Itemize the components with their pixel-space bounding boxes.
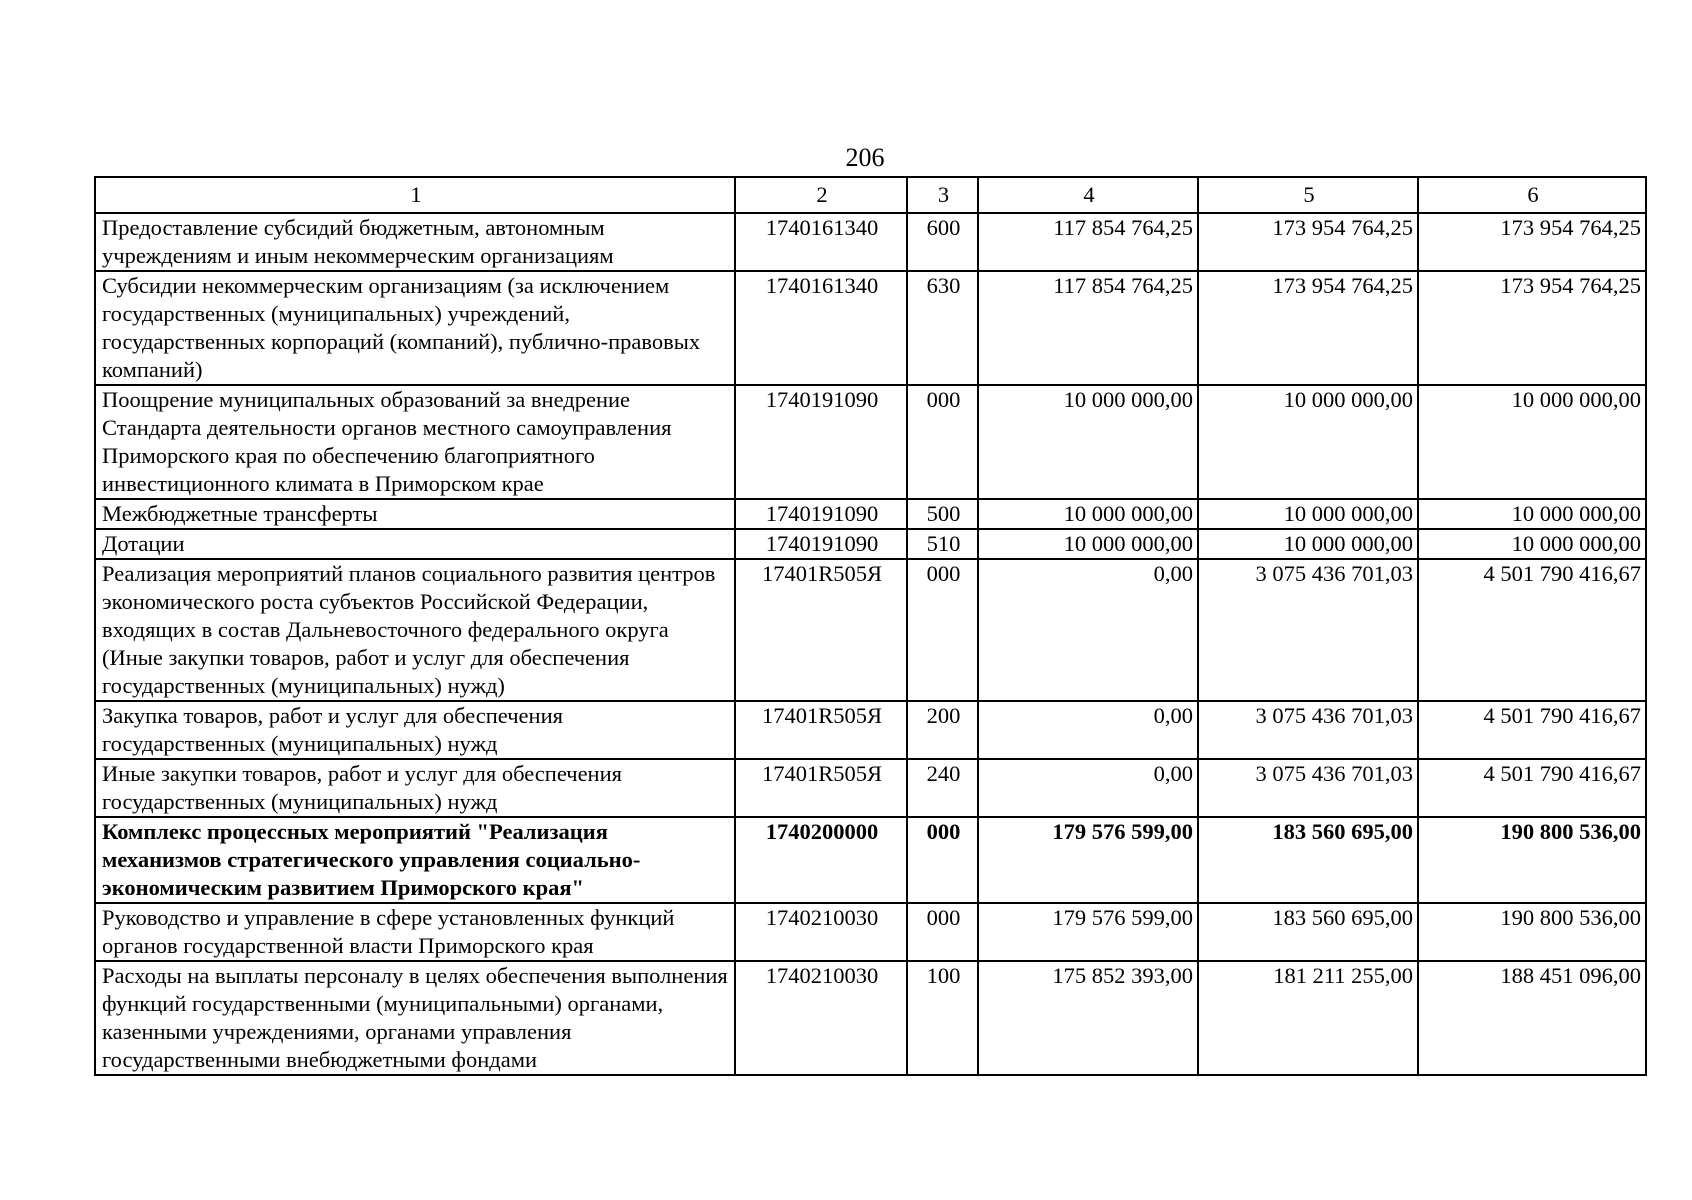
row-value-col4: 10 000 000,00 — [978, 385, 1198, 499]
row-value-col5: 173 954 764,25 — [1198, 213, 1418, 271]
row-name-cell: Закупка товаров, работ и услуг для обеспечения государственных (муниципальных) нужд — [95, 701, 735, 759]
row-value-col6: 190 800 536,00 — [1418, 817, 1646, 903]
row-name-cell: Дотации — [95, 529, 735, 559]
row-kvr-cell: 100 — [907, 961, 978, 1075]
table-row — [95, 529, 1646, 559]
table-row — [95, 271, 1646, 385]
row-value-col5: 3 075 436 701,03 — [1198, 759, 1418, 817]
row-code-cell: 1740161340 — [735, 213, 907, 271]
header-col-6: 6 — [1418, 177, 1646, 213]
row-kvr-cell: 000 — [907, 385, 978, 499]
row-kvr-cell: 000 — [907, 817, 978, 903]
row-code-cell: 1740200000 — [735, 817, 907, 903]
row-value-col4: 179 576 599,00 — [978, 903, 1198, 961]
row-value-col6: 10 000 000,00 — [1418, 499, 1646, 529]
row-code-cell: 1740191090 — [735, 385, 907, 499]
row-value-col4: 0,00 — [978, 559, 1198, 701]
row-value-col4: 10 000 000,00 — [978, 529, 1198, 559]
row-value-col5: 10 000 000,00 — [1198, 499, 1418, 529]
row-value-col6: 173 954 764,25 — [1418, 271, 1646, 385]
row-value-col5: 3 075 436 701,03 — [1198, 559, 1418, 701]
row-kvr-cell: 600 — [907, 213, 978, 271]
row-value-col4: 0,00 — [978, 701, 1198, 759]
budget-table — [94, 176, 1647, 1076]
row-value-col5: 181 211 255,00 — [1198, 961, 1418, 1075]
row-value-col6: 190 800 536,00 — [1418, 903, 1646, 961]
row-kvr-cell: 000 — [907, 903, 978, 961]
row-code-cell: 17401R505Я — [735, 559, 907, 701]
row-value-col6: 4 501 790 416,67 — [1418, 559, 1646, 701]
row-kvr-cell: 630 — [907, 271, 978, 385]
row-value-col6: 10 000 000,00 — [1418, 385, 1646, 499]
row-code-cell: 17401R505Я — [735, 759, 907, 817]
row-name-cell: Руководство и управление в сфере установленных функций органов государственной власти Приморского края — [95, 903, 735, 961]
row-name-cell: Субсидии некоммерческим организациям (за исключением государственных (муниципальных) учреждений, государственных корпораций (компаний), публично-правовых компаний) — [95, 271, 735, 385]
row-kvr-cell: 510 — [907, 529, 978, 559]
row-value-col4: 179 576 599,00 — [978, 817, 1198, 903]
row-value-col4: 175 852 393,00 — [978, 961, 1198, 1075]
table-row — [95, 559, 1646, 701]
row-value-col6: 4 501 790 416,67 — [1418, 759, 1646, 817]
row-value-col4: 0,00 — [978, 759, 1198, 817]
table-row — [95, 499, 1646, 529]
row-value-col5: 10 000 000,00 — [1198, 529, 1418, 559]
row-name-cell: Реализация мероприятий планов социального развития центров экономического роста субъектов Российской Федерации, входящих в состав Дальневосточного федерального округа (Иные закупки товаров, работ и услуг для обеспечения государственных (муниципальных) нужд) — [95, 559, 735, 701]
row-name-cell: Иные закупки товаров, работ и услуг для обеспечения государственных (муниципальных) нужд — [95, 759, 735, 817]
row-name-cell: Поощрение муниципальных образований за внедрение Стандарта деятельности органов местного самоуправления Приморского края по обеспечению благоприятного инвестиционного климата в Приморском крае — [95, 385, 735, 499]
table-row — [95, 759, 1646, 817]
table-row — [95, 903, 1646, 961]
row-value-col6: 173 954 764,25 — [1418, 213, 1646, 271]
header-col-5: 5 — [1198, 177, 1418, 213]
row-value-col4: 10 000 000,00 — [978, 499, 1198, 529]
row-code-cell: 1740161340 — [735, 271, 907, 385]
row-code-cell: 1740210030 — [735, 903, 907, 961]
row-kvr-cell: 200 — [907, 701, 978, 759]
page-number: 206 — [845, 143, 885, 172]
row-code-cell: 17401R505Я — [735, 701, 907, 759]
row-name-cell: Расходы на выплаты персоналу в целях обеспечения выполнения функций государственными (муниципальными) органами, казенными учреждениями, органами управления государственными внебюджетными фондами — [95, 961, 735, 1075]
row-kvr-cell: 500 — [907, 499, 978, 529]
table-row — [95, 701, 1646, 759]
table-row — [95, 385, 1646, 499]
table-row — [95, 817, 1646, 903]
row-value-col5: 3 075 436 701,03 — [1198, 701, 1418, 759]
table-row — [95, 961, 1646, 1075]
row-code-cell: 1740191090 — [735, 529, 907, 559]
row-code-cell: 1740191090 — [735, 499, 907, 529]
header-col-3: 3 — [907, 177, 978, 213]
row-kvr-cell: 240 — [907, 759, 978, 817]
row-name-cell: Комплекс процессных мероприятий "Реализация механизмов стратегического управления социально-экономическим развитием Приморского края" — [95, 817, 735, 903]
header-col-2: 2 — [735, 177, 907, 213]
row-value-col5: 173 954 764,25 — [1198, 271, 1418, 385]
table-row — [95, 213, 1646, 271]
row-name-cell: Межбюджетные трансферты — [95, 499, 735, 529]
row-kvr-cell: 000 — [907, 559, 978, 701]
header-col-4: 4 — [978, 177, 1198, 213]
row-value-col6: 4 501 790 416,67 — [1418, 701, 1646, 759]
row-name-cell: Предоставление субсидий бюджетным, автономным учреждениям и иным некоммерческим организациям — [95, 213, 735, 271]
header-col-1: 1 — [95, 177, 735, 213]
row-value-col4: 117 854 764,25 — [978, 271, 1198, 385]
row-value-col5: 183 560 695,00 — [1198, 817, 1418, 903]
row-code-cell: 1740210030 — [735, 961, 907, 1075]
table-header-row — [95, 177, 1646, 213]
row-value-col5: 183 560 695,00 — [1198, 903, 1418, 961]
row-value-col5: 10 000 000,00 — [1198, 385, 1418, 499]
row-value-col4: 117 854 764,25 — [978, 213, 1198, 271]
row-value-col6: 10 000 000,00 — [1418, 529, 1646, 559]
row-value-col6: 188 451 096,00 — [1418, 961, 1646, 1075]
